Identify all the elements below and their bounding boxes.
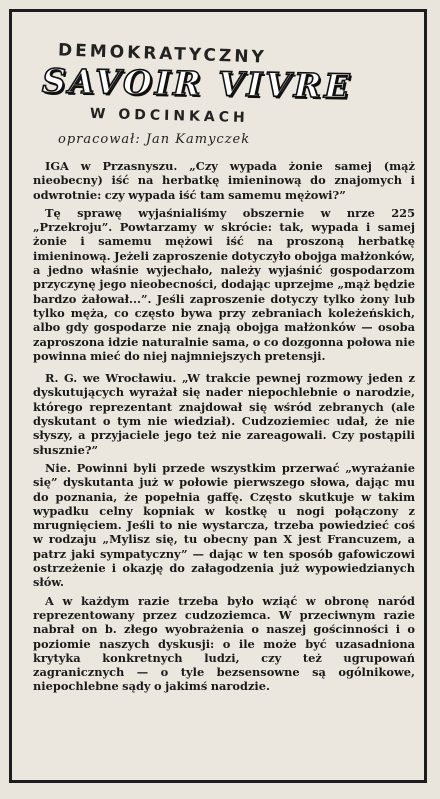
question-2 (33, 371, 415, 457)
question-2-sender: R. G. we Wrocławiu. (45, 371, 177, 386)
column-title: SAVOIR VIVRE (41, 61, 353, 106)
question-1 (33, 159, 415, 202)
question-1-text: „Czy wypada żonie samej (mąż nieobecny) iść na herbatkę imieninową do znajomych i odwrotnie: czy wypada iść tam samemu mężowi?” (33, 159, 415, 202)
column-kicker: DEMOKRATYCZNY (57, 40, 268, 68)
column-header (12, 12, 424, 160)
article-frame (9, 9, 427, 783)
answer-2-paragraph-2: A w każdym razie trzeba było wziąć w obronę naród reprezentowany przez cudzoziemca. W przeciwnym razie nabrał on b. złego wyobrażenia o naszej gościnności i o poziomie naszych dyskusji: o ile może być uzasadniona krytyka konkretnych ludzi, czy też ugrupowań zagranicznych — o tyle bezsensowne są ogólnikowe, niepochlebne sądy o jakimś narodzie. (33, 593, 415, 694)
question-1-sender: IGA w Przasnyszu. (45, 159, 178, 173)
question-2-text: „W trakcie pewnej rozmowy jeden z dyskutujących wyrażał się nader niepochlebnie o narodzie, którego reprezentant znajdował się wśród zebranych (ale dyskutant o tym nie wiedział). Cudzoziemiec udał, że nie słyszy, a przyjaciele jego też nie zareagowali. Czy postąpili słusznie?” (33, 371, 415, 457)
column-subtitle: W ODCINKACH (89, 105, 249, 127)
article-body (33, 159, 415, 698)
author-byline: opracował: Jan Kamyczek (58, 132, 251, 147)
answer-2-paragraph-1: Nie. Powinni byli przede wszystkim przerwać „wyrażanie się” dyskutanta już w połowie pierwszego słowa, dając mu do poznania, że popełnia gaffę. Często skutkuje w takim wypadku celny kopniak w kostkę u nogi połączony z mrugnięciem. Jeśli to nie wystarcza, trzeba powiedzieć coś w rodzaju „Mylisz się, tu obecny pan X jest Francuzem, a patrz jaki sympatyczny” — dając w ten sposób gafowiczowi ostrzeżenie i okazję do załagodzenia już wypowiedzianych słów. (33, 460, 415, 590)
answer-1-paragraph: Tę sprawę wyjaśnialiśmy obszernie w nrze 225 „Przekroju”. Powtarzamy w skrócie: tak, wypada i samej żonie i samemu mężowi iść na proszoną herbatkę imieninową. Jeżeli zaproszenie dotyczyło obojga małżonków, a jedno właśnie wyjechało, należy wyjaśnić gospodarzom przyczynę jego nieobecności, dodając uprzejme „mąż będzie bardzo żałował...”. Jeśli zaproszenie dotyczy tylko żony lub tylko męża, co często bywa przy zebraniach koleżeńskich, albo gdy gospodarze nie znają obojga małżonków — osoba zaproszona idzie naturalnie sama, o co dozgonna połowa nie powinna mieć do niej najmniejszych pretensji. (33, 205, 415, 363)
